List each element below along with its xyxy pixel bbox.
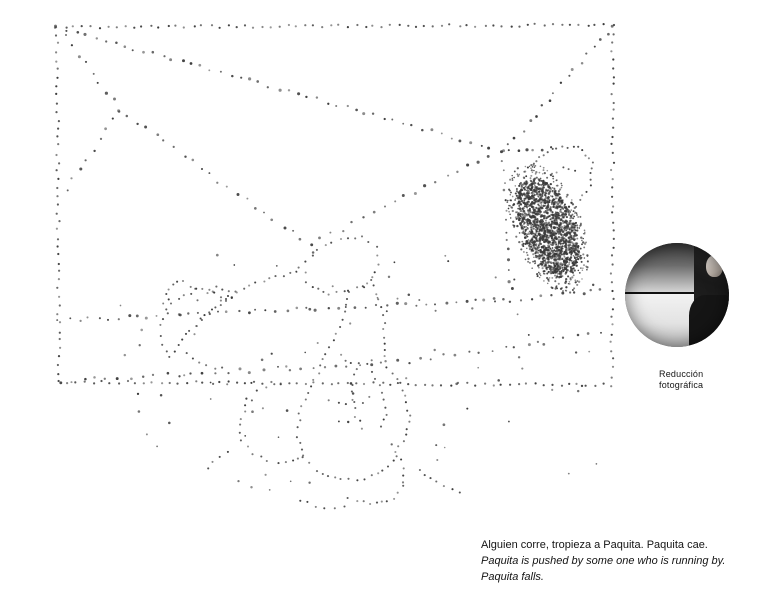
story-caption-spanish: Alguien corre, tropieza a Paquita. Paquita cae.	[481, 539, 708, 551]
story-caption-english-line-1: Paquita is pushed by some one who is running by.	[481, 554, 726, 567]
story-caption	[481, 538, 761, 586]
photo-caption-line-1: Reducción	[659, 369, 704, 379]
photo-vignette	[625, 243, 729, 347]
photo-reduction-image	[625, 243, 729, 347]
photo-caption-line-2: fotográfica	[659, 380, 704, 391]
photo-reduction-caption	[659, 369, 764, 392]
story-caption-english-line-2: Paquita falls.	[481, 570, 544, 583]
